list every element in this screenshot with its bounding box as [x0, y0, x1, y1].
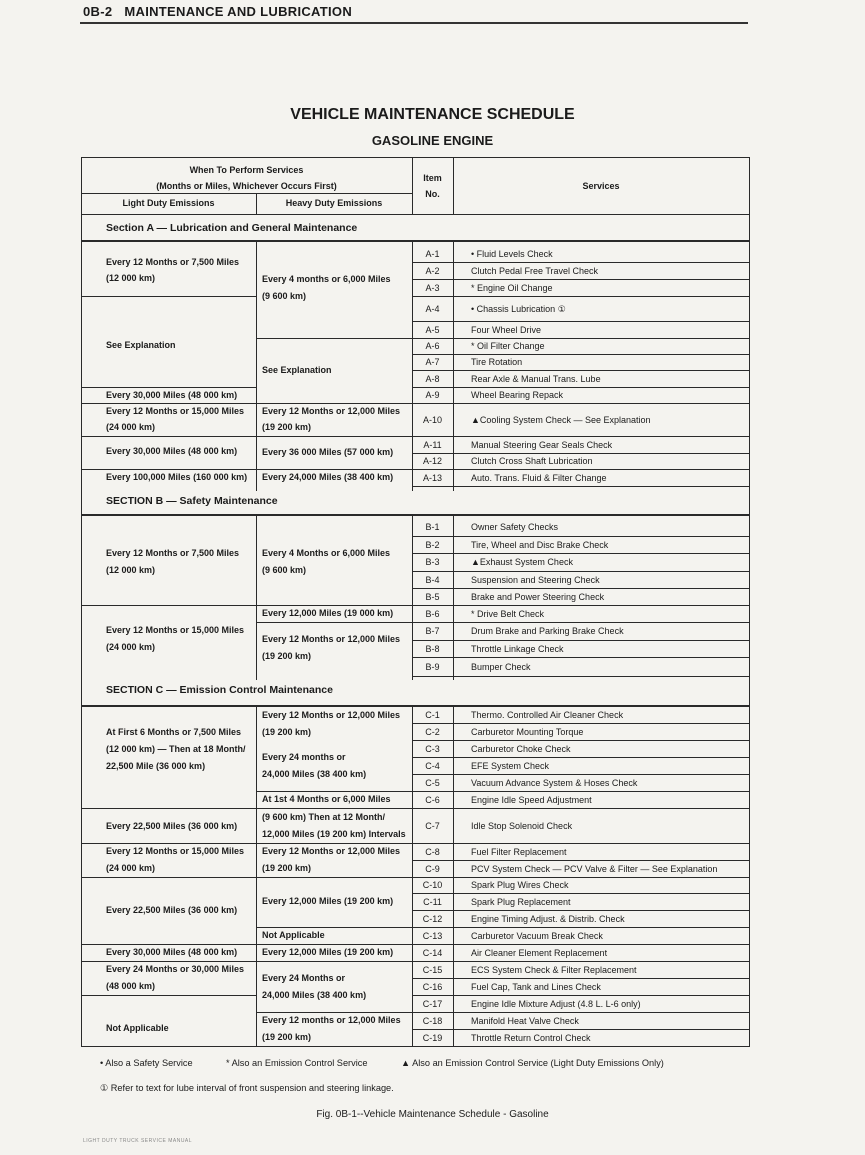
item-number: B-1 — [425, 522, 440, 532]
item-number: B-3 — [425, 557, 440, 567]
grid-line — [256, 705, 257, 1046]
grid-line — [256, 240, 257, 491]
light-c5: Every 30,000 Miles (48 000 km) — [106, 947, 238, 957]
service-name: Thermo. Controlled Air Cleaner Check — [471, 710, 624, 720]
footnote-lube-note: ① Refer to text for lube interval of front suspension and steering linkage. — [100, 1083, 394, 1093]
heavy-group-rule — [256, 622, 412, 623]
heavy-b3-line2: (19 200 km) — [262, 651, 312, 661]
light-a1-line1: Every 12 Months or 7,500 Miles — [106, 257, 240, 267]
row-rule — [412, 843, 749, 844]
light-b1-line2: (12 000 km) — [106, 565, 156, 575]
service-name: Engine Idle Speed Adjustment — [471, 795, 592, 805]
heavy-b1-line1: Every 4 Months or 6,000 Miles — [262, 548, 391, 558]
heavy-c4-line1: Every 12 Months or 12,000 Miles — [262, 846, 401, 856]
header-when: When To Perform Services — [189, 165, 304, 175]
heavy-b3-line1: Every 12 Months or 12,000 Miles — [262, 634, 401, 644]
heavy-c2-line1: Every 24 months or — [262, 752, 346, 762]
heavy-a3-line2: (19 200 km) — [262, 422, 312, 432]
item-number: A-4 — [425, 304, 440, 314]
item-number: C-12 — [422, 914, 443, 924]
service-name: Manual Steering Gear Seals Check — [471, 440, 613, 450]
item-number: B-5 — [425, 592, 440, 602]
item-number: C-16 — [422, 982, 443, 992]
heavy-a4: Every 36 000 Miles (57 000 km) — [262, 447, 394, 457]
service-name: * Engine Oil Change — [471, 283, 553, 293]
chapter-title: MAINTENANCE AND LUBRICATION — [124, 4, 353, 19]
item-number: A-1 — [425, 249, 440, 259]
service-name: ECS System Check & Filter Replacement — [471, 965, 637, 975]
item-number: B-6 — [425, 609, 440, 619]
item-number: C-4 — [425, 761, 440, 771]
light-a1-line2: (12 000 km) — [106, 273, 156, 283]
service-name: * Oil Filter Change — [471, 341, 545, 351]
header-item: Item — [423, 173, 442, 183]
item-number: B-8 — [425, 644, 440, 654]
heavy-c8-line1: Every 24 Months or — [262, 973, 346, 983]
service-name: Wheel Bearing Repack — [471, 390, 564, 400]
item-number: A-11 — [423, 440, 442, 450]
service-name: Drum Brake and Parking Brake Check — [471, 626, 624, 636]
service-name: Manifold Heat Valve Check — [471, 1016, 579, 1026]
item-number: A-8 — [425, 374, 440, 384]
item-number: C-6 — [425, 795, 440, 805]
header-light-duty: Light Duty Emissions — [122, 198, 215, 208]
service-name: Air Cleaner Element Replacement — [471, 948, 608, 958]
heavy-c6: Not Applicable — [262, 930, 325, 940]
heavy-c1-line2: (19 200 km) — [262, 727, 312, 737]
grid-line — [256, 514, 257, 680]
light-group-rule — [81, 605, 256, 606]
grid-line — [453, 514, 454, 680]
header-rule — [80, 22, 748, 24]
footnote-emission: * Also an Emission Control Service — [226, 1058, 368, 1068]
item-number: A-2 — [425, 266, 440, 276]
service-name: Four Wheel Drive — [471, 325, 542, 335]
light-group-rule — [81, 436, 256, 437]
light-a2: See Explanation — [106, 340, 176, 350]
heavy-c9-line1: Every 12 months or 12,000 Miles — [262, 1015, 401, 1025]
header-item-no: No. — [425, 189, 440, 199]
item-number: A-6 — [425, 341, 440, 351]
heavy-c5: Every 12,000 Miles (19 200 km) — [262, 896, 394, 906]
item-number: C-8 — [425, 847, 440, 857]
heavy-group-rule — [256, 436, 412, 437]
item-number: A-3 — [425, 283, 440, 293]
item-number: C-15 — [422, 965, 443, 975]
section-a-heading: Section A — Lubrication and General Maintenance — [106, 222, 358, 234]
item-number: C-18 — [422, 1016, 443, 1026]
item-number: C-19 — [422, 1033, 443, 1043]
light-c4: Every 22,500 Miles (36 000 km) — [106, 905, 238, 915]
row-rule — [412, 893, 749, 894]
heavy-group-rule — [256, 961, 412, 962]
row-rule — [412, 321, 749, 322]
service-name: Clutch Pedal Free Travel Check — [471, 266, 599, 276]
light-c1-line3: 22,500 Mile (36 000 km) — [106, 761, 206, 771]
heavy-a3-line1: Every 12 Months or 12,000 Miles — [262, 406, 401, 416]
item-number: B-2 — [425, 540, 440, 550]
row-rule — [412, 403, 749, 404]
light-c1-line1: At First 6 Months or 7,500 Miles — [106, 727, 242, 737]
service-name: ▲Cooling System Check — See Explanation — [471, 415, 651, 425]
item-number: C-14 — [422, 948, 443, 958]
heavy-group-rule — [256, 338, 412, 339]
light-a4-line1: Every 12 Months or 15,000 Miles — [106, 406, 245, 416]
light-a4-line2: (24 000 km) — [106, 422, 156, 432]
section-c-heading: SECTION C — Emission Control Maintenance — [106, 684, 333, 696]
item-number: C-3 — [425, 744, 440, 754]
light-b2-line2: (24 000 km) — [106, 642, 156, 652]
table-left-border — [81, 157, 82, 1047]
row-rule — [412, 640, 749, 641]
service-name: Owner Safety Checks — [471, 522, 559, 532]
service-name: Throttle Return Control Check — [471, 1033, 591, 1043]
service-name: Clutch Cross Shaft Lubrication — [471, 456, 593, 466]
item-number: A-12 — [422, 456, 442, 466]
row-rule — [412, 657, 749, 658]
page-header — [83, 4, 352, 19]
schedule-title: VEHICLE MAINTENANCE SCHEDULE — [290, 106, 575, 123]
item-number: C-17 — [422, 999, 443, 1009]
heavy-a2: See Explanation — [262, 365, 332, 375]
light-group-rule — [81, 808, 256, 809]
section-rule — [81, 514, 749, 516]
item-number: C-9 — [425, 864, 440, 874]
heavy-a1-line1: Every 4 months or 6,000 Miles — [262, 274, 391, 284]
service-name: Rear Axle & Manual Trans. Lube — [471, 374, 601, 384]
heavy-c9-line2: (19 200 km) — [262, 1032, 312, 1042]
table-right-border — [749, 157, 750, 1047]
item-number: A-13 — [422, 473, 442, 483]
header-when-note: (Months or Miles, Whichever Occurs First) — [156, 181, 337, 191]
figure-caption: Fig. 0B-1--Vehicle Maintenance Schedule - Gasoline — [316, 1109, 549, 1120]
light-c1-line2: (12 000 km) — Then at 18 Month/ — [106, 744, 246, 754]
service-name: Idle Stop Solenoid Check — [471, 821, 573, 831]
service-name: Fuel Cap, Tank and Lines Check — [471, 982, 601, 992]
heavy-c2-line2: 24,000 Miles (38 400 km) — [262, 769, 367, 779]
heavy-c3-line2: (9 600 km) Then at 12 Month/ — [262, 812, 386, 822]
service-name: Carburetor Vacuum Break Check — [471, 931, 603, 941]
item-number: C-5 — [425, 778, 440, 788]
light-c3-line2: (24 000 km) — [106, 863, 156, 873]
service-name: Brake and Power Steering Check — [471, 592, 605, 602]
service-name: EFE System Check — [471, 761, 550, 771]
section-rule — [81, 240, 749, 242]
page-number: 0B-2 — [83, 4, 113, 19]
heavy-c1-line1: Every 12 Months or 12,000 Miles — [262, 710, 401, 720]
light-group-rule — [81, 296, 256, 297]
heavy-c3-line3: 12,000 Miles (19 200 km) Intervals — [262, 829, 406, 839]
service-name: Vacuum Advance System & Hoses Check — [471, 778, 638, 788]
table-top-border — [81, 157, 749, 158]
item-number: B-4 — [425, 575, 440, 585]
footnote-safety: • Also a Safety Service — [100, 1058, 193, 1068]
grid-line — [81, 214, 749, 215]
section-b-heading: SECTION B — Safety Maintenance — [106, 495, 278, 507]
service-name: PCV System Check — PCV Valve & Filter — See Explanation — [471, 864, 718, 874]
service-name: Auto. Trans. Fluid & Filter Change — [471, 473, 607, 483]
item-number: B-7 — [425, 626, 440, 636]
heavy-b1-line2: (9 600 km) — [262, 565, 307, 575]
footnote-light-emission: ▲ Also an Emission Control Service (Light Duty Emissions Only) — [401, 1058, 664, 1068]
service-name: Tire Rotation — [471, 357, 523, 367]
manual-imprint: LIGHT DUTY TRUCK SERVICE MANUAL — [83, 1138, 193, 1144]
item-number: A-5 — [425, 325, 440, 335]
service-name: Suspension and Steering Check — [471, 575, 600, 585]
service-name: Fuel Filter Replacement — [471, 847, 567, 857]
item-number: A-9 — [425, 390, 440, 400]
row-rule — [412, 676, 749, 677]
light-b1-line1: Every 12 Months or 7,500 Miles — [106, 548, 240, 558]
service-name: * Drive Belt Check — [471, 609, 545, 619]
heavy-c8-line2: 24,000 Miles (38 400 km) — [262, 990, 367, 1000]
service-name: Bumper Check — [471, 662, 531, 672]
item-number: A-7 — [425, 357, 440, 367]
heavy-c7: Every 12,000 Miles (19 200 km) — [262, 947, 394, 957]
header-services: Services — [582, 181, 620, 191]
item-number: B-9 — [425, 662, 440, 672]
item-number: C-1 — [425, 710, 440, 720]
item-number: C-10 — [422, 880, 443, 890]
service-name: ▲Exhaust System Check — [471, 557, 573, 567]
light-b2-line1: Every 12 Months or 15,000 Miles — [106, 625, 245, 635]
schedule-subtitle: GASOLINE ENGINE — [371, 133, 494, 148]
service-name: • Fluid Levels Check — [471, 249, 553, 259]
service-name: Throttle Linkage Check — [471, 644, 564, 654]
light-c2: Every 22,500 Miles (36 000 km) — [106, 821, 238, 831]
item-number: C-2 — [425, 727, 440, 737]
item-number: C-11 — [423, 897, 442, 907]
light-c7: Not Applicable — [106, 1023, 169, 1033]
row-rule — [412, 296, 749, 297]
row-rule — [412, 757, 749, 758]
heavy-a5: Every 24,000 Miles (38 400 km) — [262, 472, 394, 482]
light-a3: Every 30,000 Miles (48 000 km) — [106, 390, 238, 400]
light-a5: Every 30,000 Miles (48 000 km) — [106, 446, 238, 456]
heavy-c4-line2: (19 200 km) — [262, 863, 312, 873]
heavy-a1-line2: (9 600 km) — [262, 291, 307, 301]
light-a6: Every 100,000 Miles (160 000 km) — [106, 472, 248, 482]
heavy-b2: Every 12,000 Miles (19 000 km) — [262, 608, 394, 618]
service-name: Carburetor Mounting Torque — [471, 727, 584, 737]
service-name: Engine Timing Adjust. & Distrib. Check — [471, 914, 625, 924]
item-number: C-13 — [422, 931, 443, 941]
light-group-rule — [81, 877, 256, 878]
service-name: Engine Idle Mixture Adjust (4.8 L. L-6 only) — [471, 999, 641, 1009]
row-rule — [412, 338, 749, 339]
service-name: Tire, Wheel and Disc Brake Check — [471, 540, 609, 550]
service-name: Spark Plug Replacement — [471, 897, 571, 907]
light-c3-line1: Every 12 Months or 15,000 Miles — [106, 846, 245, 856]
service-name: Spark Plug Wires Check — [471, 880, 569, 890]
light-c6-line2: (48 000 km) — [106, 981, 156, 991]
item-number: C-7 — [425, 821, 440, 831]
light-c6-line1: Every 24 Months or 30,000 Miles — [106, 964, 245, 974]
item-number: A-10 — [422, 415, 442, 425]
light-group-rule — [81, 995, 256, 996]
row-rule — [412, 354, 749, 355]
heavy-c3-line1: At 1st 4 Months or 6,000 Miles — [262, 794, 391, 804]
service-name: Carburetor Choke Check — [471, 744, 571, 754]
service-name: • Chassis Lubrication ① — [471, 304, 566, 314]
heavy-group-rule — [256, 877, 412, 878]
header-heavy-duty: Heavy Duty Emissions — [285, 198, 383, 208]
